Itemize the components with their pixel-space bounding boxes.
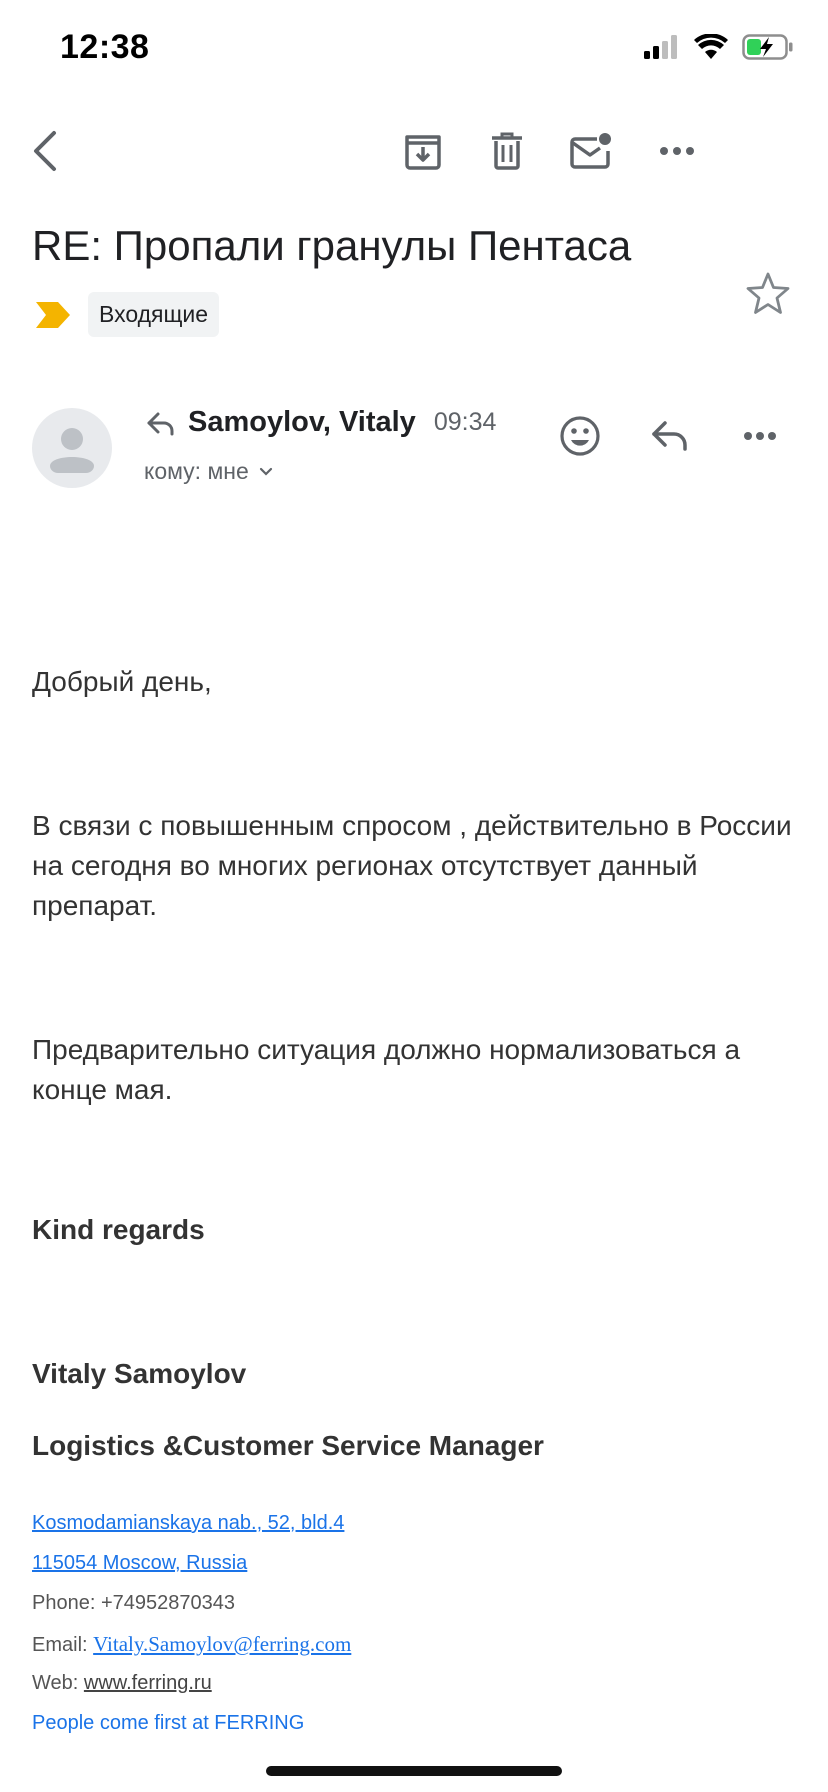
phone-label: Phone: (32, 1592, 96, 1614)
cellular-signal-icon (644, 35, 680, 64)
mark-unread-icon (569, 131, 613, 171)
status-icons (644, 34, 794, 65)
signature-phone (32, 1592, 235, 1615)
signature-email (32, 1632, 351, 1657)
chevron-down-icon (259, 467, 273, 477)
reply-button[interactable] (640, 408, 700, 464)
more-options-button[interactable] (644, 118, 710, 184)
message-more-button[interactable] (730, 408, 790, 464)
email-subject: RE: Пропали гранулы Пентаса (32, 222, 632, 269)
reply-icon (650, 419, 690, 453)
arrow-back-icon (30, 130, 60, 172)
more-horiz-icon (659, 146, 695, 156)
mark-unread-button[interactable] (558, 118, 624, 184)
email-label: Email: (32, 1634, 88, 1656)
body-paragraph: В связи с повышенным спросом , действительно в России на сегодня во многих регионах отсутствует данный препарат. (32, 810, 792, 921)
more-horiz-icon (743, 431, 777, 441)
web-link[interactable]: www.ferring.ru (83, 1672, 212, 1694)
battery-charging-icon (742, 34, 794, 65)
signature-title: Logistics &Customer Service Manager (32, 1430, 544, 1461)
star-button[interactable] (744, 270, 792, 318)
body-greeting: Добрый день, (32, 666, 212, 697)
important-marker-icon[interactable] (36, 302, 70, 328)
signature-address-line (32, 1512, 344, 1535)
recipient-line: кому: мне (144, 458, 249, 484)
message-actions (0, 408, 828, 464)
wifi-icon (694, 34, 728, 65)
home-indicator[interactable] (266, 1766, 562, 1776)
signature-name: Vitaly Samoylov (32, 1358, 247, 1389)
signature-address-line (32, 1552, 247, 1575)
phone-number[interactable]: +74952870343 (100, 1592, 235, 1614)
signature-web (32, 1672, 212, 1695)
archive-button[interactable] (390, 118, 456, 184)
address-link[interactable]: Kosmodamianskaya nab., 52, bld.4 (32, 1512, 345, 1534)
address-link[interactable]: 115054 Moscow, Russia (32, 1552, 248, 1574)
delete-button[interactable] (474, 118, 540, 184)
body-closing: Kind regards (32, 1214, 205, 1245)
status-bar (0, 0, 828, 100)
status-time: 12:38 (60, 28, 150, 66)
emoji-icon (559, 415, 601, 457)
back-button[interactable] (12, 118, 78, 184)
web-label: Web: (32, 1672, 79, 1694)
sender-name[interactable]: Samoylov, Vitaly (188, 406, 416, 438)
signature-slogan: People come first at FERRING (32, 1712, 305, 1734)
label-chip-inbox[interactable]: Входящие (88, 292, 219, 337)
label-row (36, 292, 219, 337)
archive-icon (403, 131, 443, 171)
trash-icon (489, 131, 525, 171)
react-emoji-button[interactable] (550, 408, 610, 464)
email-toolbar (0, 118, 828, 184)
body-paragraph: Предварительно ситуация должно нормализоваться а конце мая. (32, 1034, 741, 1105)
star-outline-icon (744, 270, 792, 318)
email-link[interactable]: Vitaly.Samoylov@ferring.com (93, 1632, 352, 1656)
sent-time: 09:34 (433, 408, 497, 436)
